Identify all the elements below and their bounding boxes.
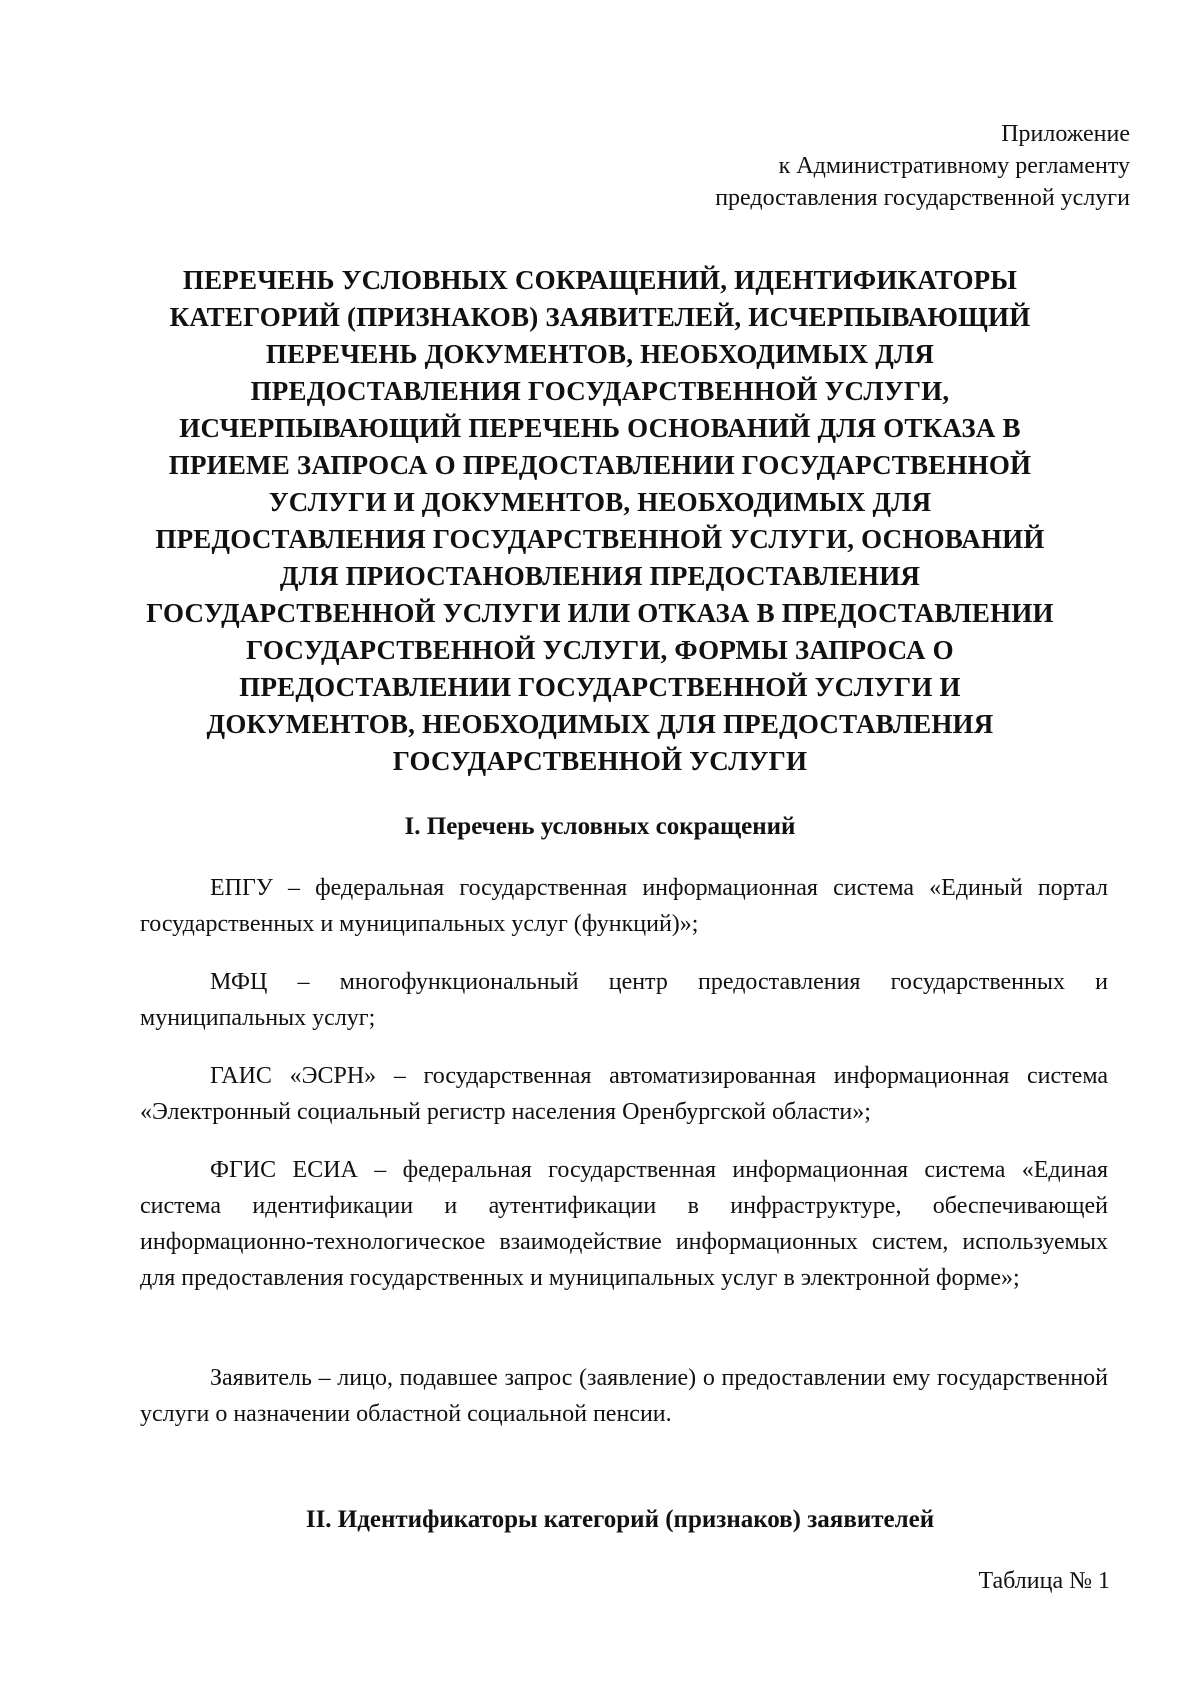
title-line: ПЕРЕЧЕНЬ УСЛОВНЫХ СОКРАЩЕНИЙ, ИДЕНТИФИКАТОРЫ [182,265,1018,295]
title-line: ГОСУДАРСТВЕННОЙ УСЛУГИ ИЛИ ОТКАЗА В ПРЕДОСТАВЛЕНИИ [146,598,1054,628]
paragraph-text: ЕПГУ – федеральная государственная информационная система «Единый портал государственных и муниципальных услуг (функций)»; [140,875,1108,937]
title-line: ПРИЕМЕ ЗАПРОСА О ПРЕДОСТАВЛЕНИИ ГОСУДАРСТВЕННОЙ [168,450,1032,480]
paragraph-gais-esrn [140,1058,1108,1130]
paragraph-text: ФГИС ЕСИА – федеральная государственная информационная система «Единая система идентификации и аутентификации в инфраструктуре, обеспечивающей информационно-технологическое взаимодействие информационных систем, используемых для предоставления государственных и муниципальных услуг в электронной форме»; [140,1157,1108,1291]
appendix-line: Приложение [1001,121,1130,147]
section-heading-abbreviations: I. Перечень условных сокращений [404,813,796,840]
paragraph-text: МФЦ – многофункциональный центр предоставления государственных и муниципальных услуг; [140,969,1108,1031]
title-line: ГОСУДАРСТВЕННОЙ УСЛУГИ [392,746,808,776]
paragraph-text: ГАИС «ЭСРН» – государственная автоматизированная информационная система «Электронный социальный регистр населения Оренбургской области»; [140,1063,1108,1125]
paragraph-epgu [140,870,1108,942]
title-line: ПРЕДОСТАВЛЕНИИ ГОСУДАРСТВЕННОЙ УСЛУГИ И [239,672,961,702]
appendix-line: к Административному регламенту [778,153,1130,179]
paragraph-fgis-esia [140,1152,1108,1296]
table-number-label: Таблица № 1 [978,1568,1110,1594]
paragraph-mfc [140,964,1108,1036]
title-line: ДОКУМЕНТОВ, НЕОБХОДИМЫХ ДЛЯ ПРЕДОСТАВЛЕНИЯ [206,709,994,739]
title-line: ДЛЯ ПРИОСТАНОВЛЕНИЯ ПРЕДОСТАВЛЕНИЯ [279,561,921,591]
paragraph-applicant [140,1360,1108,1432]
document-title [120,262,1080,780]
appendix-line: предоставления государственной услуги [715,185,1130,211]
title-line: ИСЧЕРПЫВАЮЩИЙ ПЕРЕЧЕНЬ ОСНОВАНИЙ ДЛЯ ОТКАЗА В [179,413,1021,443]
title-line: ПРЕДОСТАВЛЕНИЯ ГОСУДАРСТВЕННОЙ УСЛУГИ, [250,376,950,406]
title-line: КАТЕГОРИЙ (ПРИЗНАКОВ) ЗАЯВИТЕЛЕЙ, ИСЧЕРПЫВАЮЩИЙ [169,302,1031,332]
title-line: ПРЕДОСТАВЛЕНИЯ ГОСУДАРСТВЕННОЙ УСЛУГИ, ОСНОВАНИЙ [155,524,1045,554]
title-line: УСЛУГИ И ДОКУМЕНТОВ, НЕОБХОДИМЫХ ДЛЯ [268,487,932,517]
appendix-header [715,118,1130,214]
title-line: ПЕРЕЧЕНЬ ДОКУМЕНТОВ, НЕОБХОДИМЫХ ДЛЯ [265,339,935,369]
paragraph-text: Заявитель – лицо, подавшее запрос (заявление) о предоставлении ему государственной услуги о назначении областной социальной пенсии. [140,1365,1108,1427]
title-line: ГОСУДАРСТВЕННОЙ УСЛУГИ, ФОРМЫ ЗАПРОСА О [246,635,954,665]
section-heading-identifiers: II. Идентификаторы категорий (признаков) заявителей [305,1506,935,1533]
